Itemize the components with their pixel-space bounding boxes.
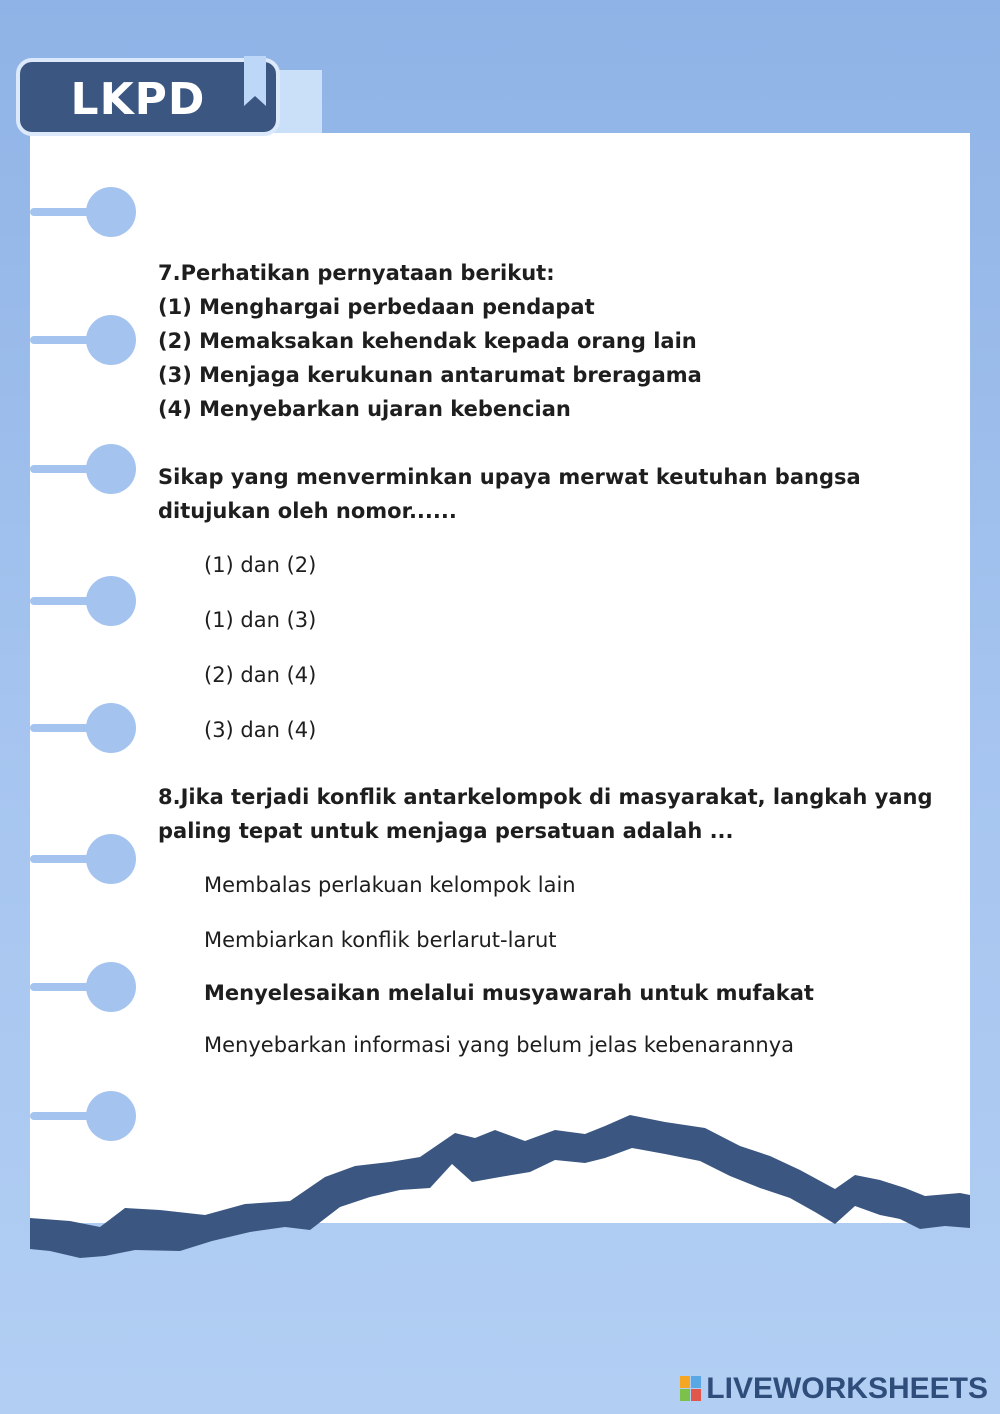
q7-prompt-line-2: ditujukan oleh nomor...... — [158, 499, 457, 523]
q7-statement-4: (4) Menyebarkan ujaran kebencian — [158, 397, 571, 421]
worksheet-content — [158, 256, 958, 1062]
binder-ring — [86, 315, 136, 365]
q7-statement-2: (2) Memaksakan kehendak kepada orang lain — [158, 329, 697, 353]
q7-prompt-line-1: Sikap yang menverminkan upaya merwat keutuhan bangsa — [158, 465, 861, 489]
q7-title: 7.Perhatikan pernyataan berikut: — [158, 261, 555, 285]
q7-statement-1: (1) Menghargai perbedaan pendapat — [158, 295, 595, 319]
q7-option-d[interactable]: (3) dan (4) — [204, 718, 317, 742]
q7-option-c[interactable]: (2) dan (4) — [204, 663, 317, 687]
q8-option-c[interactable]: Menyelesaikan melalui musyawarah untuk mufakat — [204, 981, 814, 1005]
liveworksheets-logo-icon — [680, 1376, 702, 1402]
binder-ring — [86, 834, 136, 884]
binder-ring — [86, 187, 136, 237]
q8-option-d[interactable]: Menyebarkan informasi yang belum jelas kebenarannya — [204, 1033, 794, 1057]
binder-ring — [86, 962, 136, 1012]
binder-ring — [86, 703, 136, 753]
liveworksheets-logo[interactable] — [680, 1374, 988, 1404]
q7-option-a[interactable]: (1) dan (2) — [204, 553, 317, 577]
q8-title-line-2: paling tepat untuk menjaga persatuan adalah ... — [158, 819, 734, 843]
mountain-silhouette — [0, 1100, 1000, 1270]
bookmark-icon — [242, 56, 268, 108]
binder-ring — [86, 576, 136, 626]
liveworksheets-logo-text: LIVEWORKSHEETS — [706, 1372, 988, 1405]
badge-title: LKPD — [70, 74, 206, 125]
q8-option-b[interactable]: Membiarkan konflik berlarut-larut — [204, 928, 557, 952]
q7-statement-3: (3) Menjaga kerukunan antarumat breragama — [158, 363, 702, 387]
binder-ring — [86, 444, 136, 494]
lkpd-badge — [16, 58, 280, 136]
q8-title-line-1: 8.Jika terjadi konflik antarkelompok di masyarakat, langkah yang — [158, 785, 933, 809]
q7-option-b[interactable]: (1) dan (3) — [204, 608, 317, 632]
q8-option-a[interactable]: Membalas perlakuan kelompok lain — [204, 873, 576, 897]
